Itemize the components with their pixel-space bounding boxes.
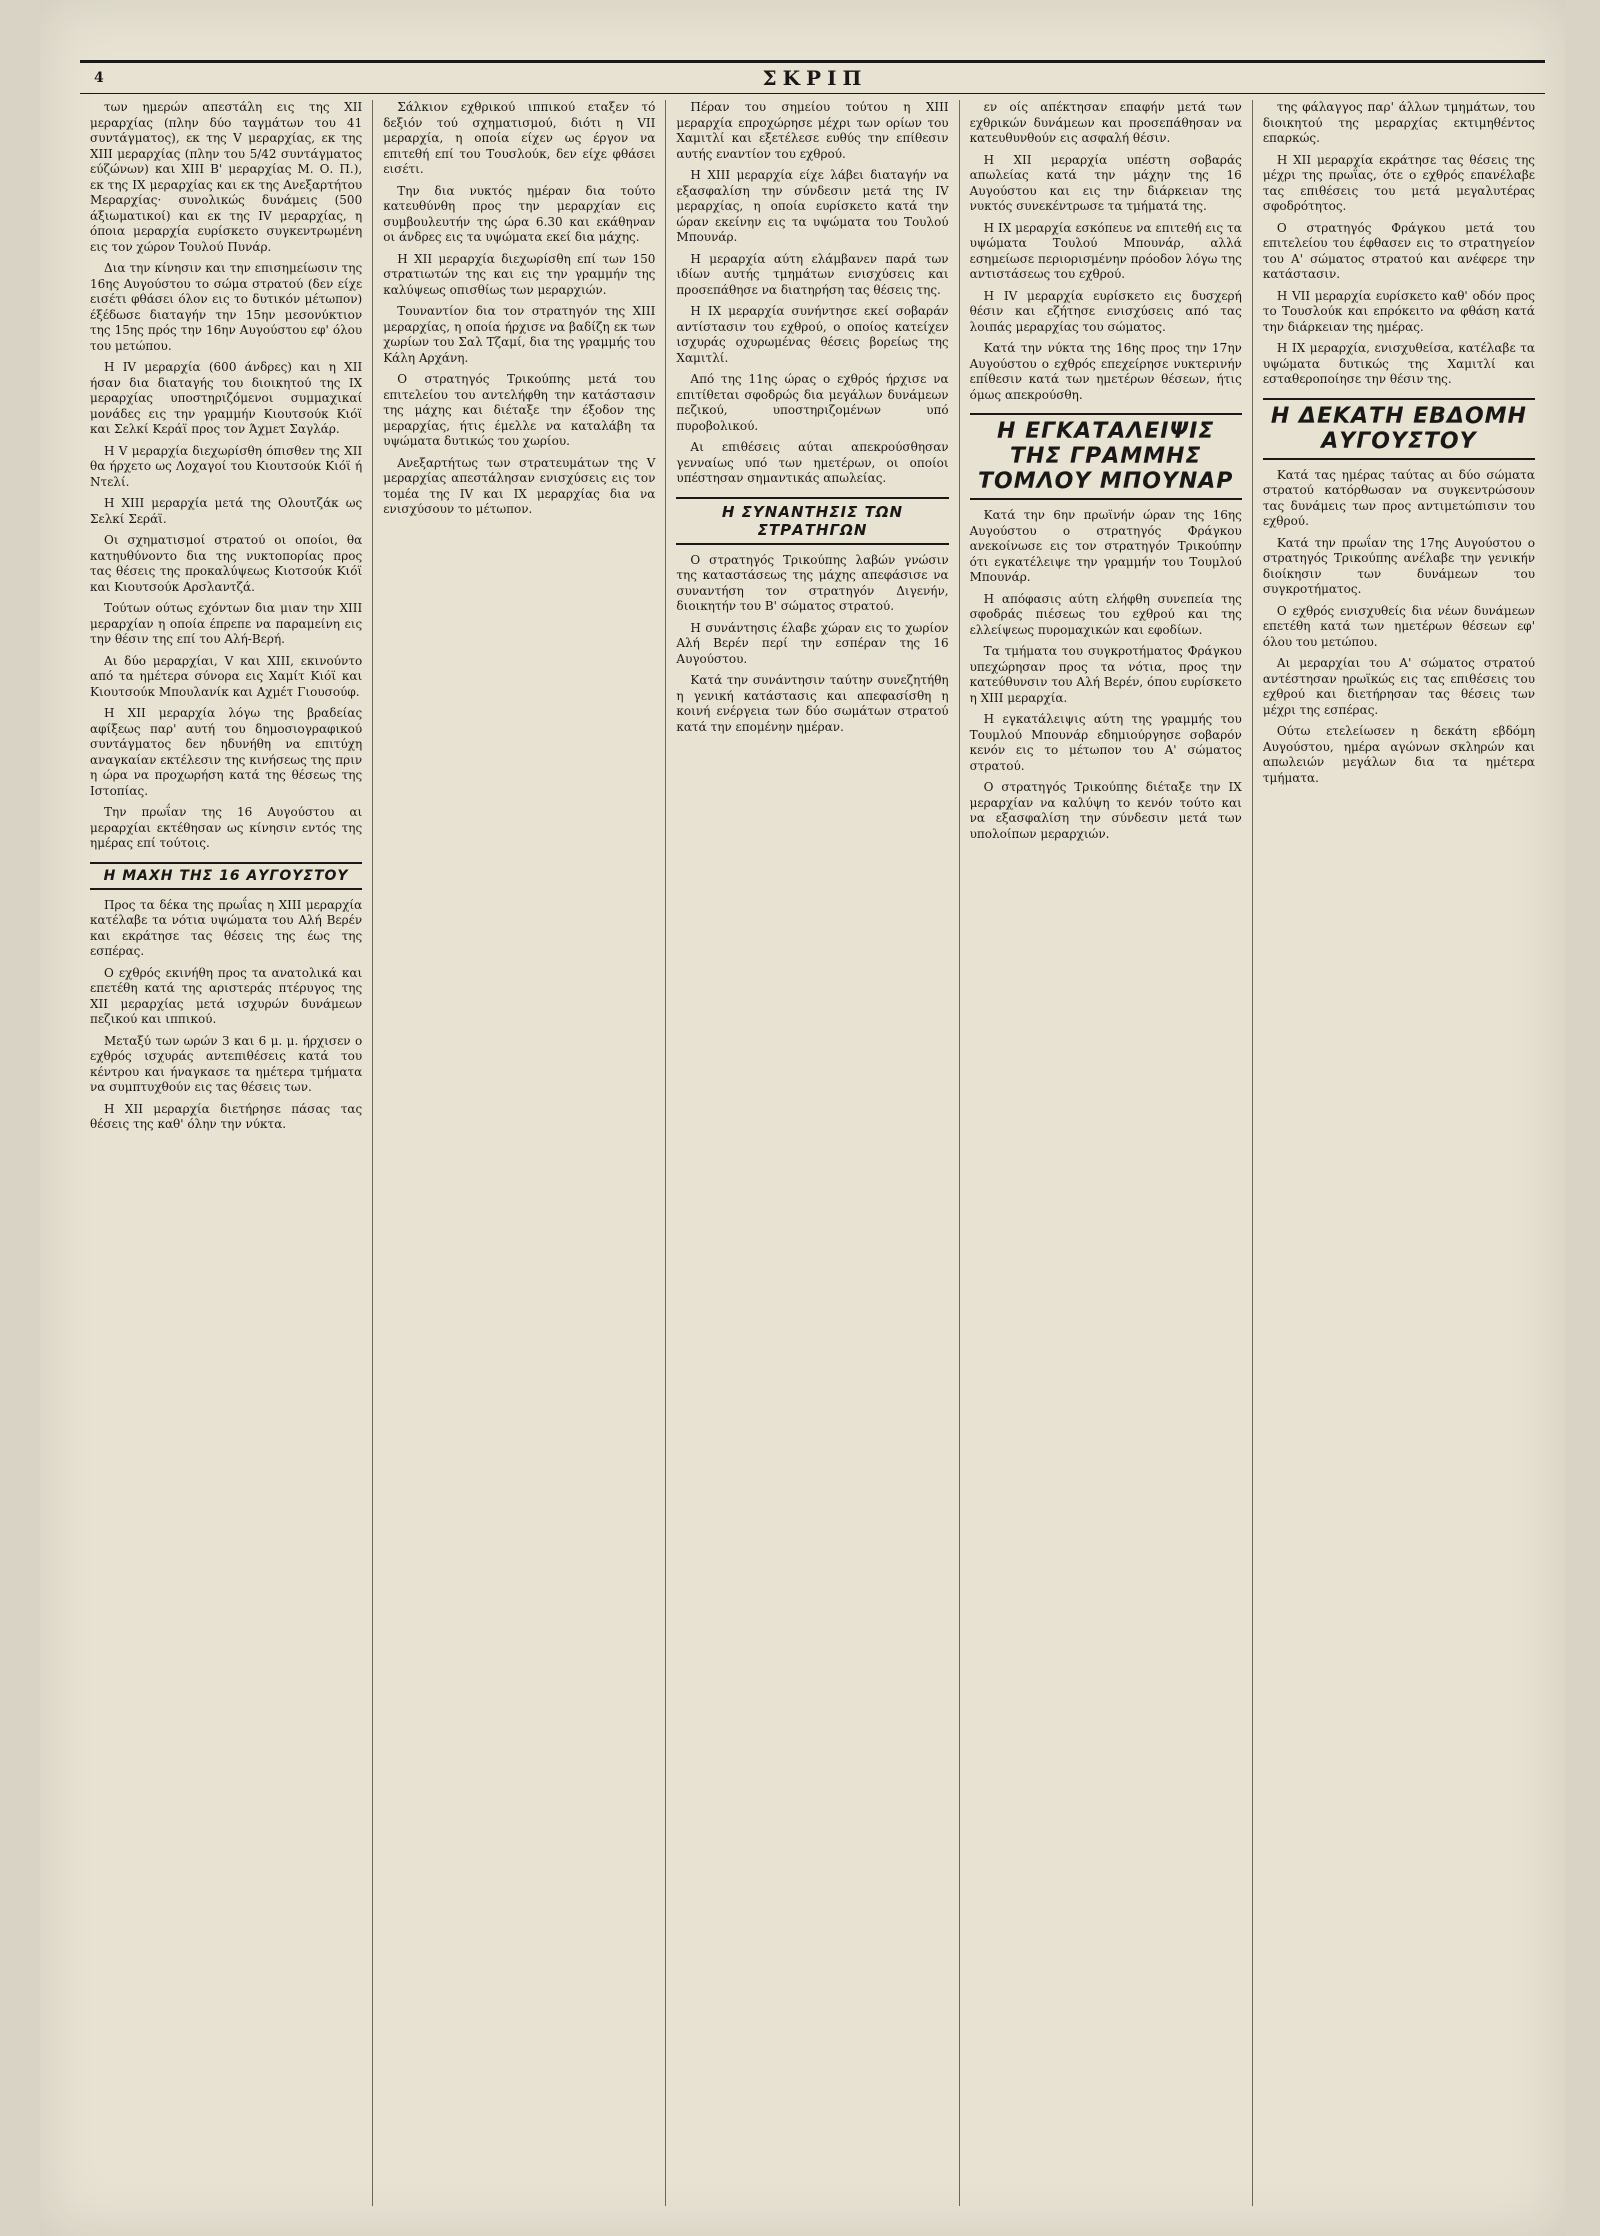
article-paragraph: Η XII μεραρχία εκράτησε τας θέσεις της μέχρι της πρωΐας, ότε ο εχθρός επανέλαβε τας επιθέσεις του μετά μεγαλυτέρας σφοδρότητος.	[1262, 152, 1536, 213]
article-paragraph: Η IV μεραρχία ευρίσκετο εις δυσχερή θέσιν και εζήτησε ενισχύσεις από τας λοιπάς μεραρχίας του σώματος.	[969, 288, 1242, 334]
headline-generals-meeting: Η ΣΥΝΑΝΤΗΣΙΣ ΤΩΝ ΣΤΡΑΤΗΓΩΝ	[676, 497, 948, 545]
headline-evacuation: Η ΕΓΚΑΤΑΛΕΙΨΙΣ ΤΗΣ ΓΡΑΜΜΗΣ ΤΟΜΛΟΥ ΜΠΟΥΝΑΡ	[970, 413, 1242, 500]
article-paragraph: Οι σχηματισμοί στρατού οι οποίοι, θα κατηυθύνοντο δια της νυκτοπορίας προς τας θέσεις της προκαλύψεως Κιοτσούκ Κιόϊ και Κιουτσούκ Αρσλαντζά.	[90, 533, 363, 594]
column-5	[1253, 100, 1545, 2206]
article-paragraph: Κατά την συνάντησιν ταύτην συνεζητήθη η γενική κατάστασις και απεφασίσθη η κοινή ενέργεια των δύο σωμάτων στρατού κατά την επομένην ημέραν.	[676, 673, 949, 734]
article-paragraph: εν οίς απέκτησαν επαφήν μετά των εχθρικών δυνάμεων και προσεπάθησαν να κατευθυνθούν εις ασφαλή θέσιν.	[969, 100, 1242, 145]
article-paragraph: Η εγκατάλειψις αύτη της γραμμής του Τουμλού Μπουνάρ εδημιούργησε σοβαρόν κενόν εις το μέτωπον του Α' σώματος στρατού.	[969, 712, 1242, 773]
article-paragraph: Η V μεραρχία διεχωρίσθη όπισθεν της XII θα ήρχετο ως Λοχαγοί του Κιουτσούκ Κιόϊ ή Ντελί.	[90, 443, 363, 489]
article-paragraph: Ο στρατηγός Φράγκου μετά του επιτελείου του έφθασεν εις το στρατηγείον του Α' σώματος στρατού και ανέφερε την κατάστασιν.	[1262, 220, 1536, 281]
article-paragraph: Ο στρατηγός Τρικούπης διέταξε την IX μεραρχίαν να καλύψη το κενόν τούτο και να εξασφαλίση την σύνδεσιν μετά των υπολοίπων μεραρχιών.	[969, 780, 1242, 841]
article-paragraph: Ανεξαρτήτως των στρατευμάτων της V μεραρχίας απεστάλησαν ενισχύσεις εις τον τομέα της IV και IX μεραρχίας δια να ενισχύσουν το μέτωπον.	[383, 455, 656, 516]
article-paragraph: Η απόφασις αύτη ελήφθη συνεπεία της σφοδράς πιέσεως του εχθρού και της ελλείψεως πυρομαχικών και εφοδίων.	[969, 591, 1242, 637]
article-paragraph: Η IX μεραρχία συνήντησε εκεί σοβαράν αντίστασιν του εχθρού, ο οποίος κατείχεν ισχυράς οχυρωμένας θέσεις βορείως της Χαμιτλί.	[676, 304, 949, 365]
article-paragraph: Η IX μεραρχία, ενισχυθείσα, κατέλαβε τα υψώματα δυτικώς της Χαμιτλί και εσταθεροποίησε την θέσιν της.	[1262, 341, 1536, 386]
article-paragraph: Η XII μεραρχία λόγω της βραδείας αφίξεως παρ' αυτή του δημοσιογραφικού συντάγματος δεν ηδυνήθη να επιτύχη αναγκαίαν εκτέλεσιν της κινήσεως της πριν η ώρα να προχωρήση κατά της θέσεως της Ιστοπίας.	[90, 706, 363, 798]
article-paragraph: Η XIII μεραρχία μετά της Ολουτζάκ ως Σελκί Σεράϊ.	[90, 496, 363, 526]
article-paragraph: Ο στρατηγός Τρικούπης λαβών γνώσιν της καταστάσεως της μάχης απεφάσισε να συναντήση τον στρατηγόν Διγενήν, διοικητήν του Β' σώματος στρατού.	[676, 552, 949, 613]
article-paragraph: Ο εχθρός εκινήθη προς τα ανατολικά και επετέθη κατά της αριστεράς πτέρυγος της XII μεραρχίας μετά ισχυρών δυνάμεων πεζικού και ιππικού.	[90, 965, 363, 1026]
article-paragraph: Αι δύο μεραρχίαι, V και XIII, εκινούντο από τα ημέτερα σύνορα εις Χαμίτ Κιόϊ και Κιουτσούκ Μπουλανίκ και Αχμέτ Γιουσούφ.	[90, 653, 363, 699]
article-paragraph: Αι επιθέσεις αύται απεκρούσθησαν γενναίως υπό των ημετέρων, οι οποίοι υπέστησαν σημαντικάς απωλείας.	[676, 440, 949, 485]
article-paragraph: Σάλκιον εχθρικού ιππικού εταξεν τό δεξιόν τού σχηματισμού, διότι η VII μεραρχία, η οποία είχεν ως έργον να επιτεθή επί του Τουσλούκ, δεν είχε φθάσει εισέτι.	[383, 100, 656, 176]
article-paragraph: Η IX μεραρχία εσκόπευε να επιτεθή εις τα υψώματα Τουλού Μπουνάρ, αλλά εσημείωσε περιορισμένην πρόοδον λόγω της αντιστάσεως του εχθρού.	[969, 220, 1242, 281]
article-paragraph: Κατά την νύκτα της 16ης προς την 17ην Αυγούστου ο εχθρός επεχείρησε νυκτερινήν επίθεσιν κατά των ημετέρων θέσεων, ήτις όμως απεκρούσθη.	[969, 341, 1242, 402]
column-2	[373, 100, 666, 2206]
article-paragraph: Πέραν του σημείου τούτου η XIII μεραρχία επροχώρησε μέχρι των ορίων του Χαμιτλί και εξετέλεσε ευθύς την επίθεσιν αυτής εναντίον του εχθρού.	[676, 100, 949, 161]
article-paragraph: Τουναντίον δια τον στρατηγόν της XIII μεραρχίας, η οποία ήρχισε να βαδίζη εκ των χωρίων του Σαλ Τζαμί, δια της γραμμής του Κάλη Αρχάνη.	[383, 304, 656, 365]
article-paragraph: Ο στρατηγός Τρικούπης μετά του επιτελείου του αντελήφθη την κατάστασιν της μάχης και διέταξε την έξοδον της μεραρχίας, ήτις έμελλε να καταλάβη τα υψώματα δυτικώς του χωρίου.	[383, 372, 656, 448]
article-paragraph: Κατά τας ημέρας ταύτας αι δύο σώματα στρατού κατόρθωσαν να συγκεντρώσουν τας δυνάμεις των προς αντιμετώπισιν του εχθρού.	[1262, 467, 1536, 528]
article-paragraph: Ούτω ετελείωσεν η δεκάτη εβδόμη Αυγούστου, ημέρα αγώνων σκληρών και απωλειών μεγάλων δια τα ημέτερα τμήματα.	[1262, 724, 1536, 785]
article-paragraph: Αι μεραρχίαι του Α' σώματος στρατού αντέστησαν ηρωϊκώς εις τας επιθέσεις του εχθρού και διετήρησαν τας θέσεις των μέχρι της εσπέρας.	[1262, 656, 1536, 717]
column-1	[80, 100, 373, 2206]
article-paragraph: Μεταξύ των ωρών 3 και 6 μ. μ. ήρχισεν ο εχθρός ισχυράς αντεπιθέσεις κατά του κέντρου και ήναγκασε τα ημέτερα τμήματα να συμπτυχθούν εις τας θέσεις των.	[90, 1033, 363, 1094]
column-3	[666, 100, 959, 2206]
headline-battle-16-aug: Η ΜΑΧΗ ΤΗΣ 16 ΑΥΓΟΥΣΤΟΥ	[90, 862, 362, 890]
article-paragraph: Η συνάντησις έλαβε χώραν εις το χωρίον Αλή Βερέν περί την εσπέραν της 16 Αυγούστου.	[676, 620, 949, 666]
article-paragraph: Προς τα δέκα της πρωΐας η XIII μεραρχία κατέλαβε τα νότια υψώματα του Αλή Βερέν και εκράτησε τας θέσεις της έως της εσπέρας.	[90, 897, 363, 958]
article-paragraph: Τα τμήματα του συγκροτήματος Φράγκου υπεχώρησαν προς τα νότια, προς την κατεύθυνσιν του Αλή Βερέν, όπου ευρίσκετο η XIII μεραρχία.	[969, 644, 1242, 705]
column-4	[960, 100, 1253, 2206]
article-paragraph: Από της 11ης ώρας ο εχθρός ήρχισε να επιτίθεται σφοδρώς δια μεγάλων δυνάμεων πεζικού, υποστηριζομένων υπό πυροβολικού.	[676, 372, 949, 433]
article-paragraph: Δια την κίνησιν και την επισημείωσιν της 16ης Αυγούστου το σώμα στρατού (δεν είχε εισέτι φθάσει όλον εις το δυτικόν μέτωπον) έξέδωσε διαταγήν την 15ην μεσονύκτιον της 15ης πρός την 16ην Αυγούστου εφ' όλου του μετώπου.	[90, 261, 363, 353]
headline-seventeenth-august: Η ΔΕΚΑΤΗ ΕΒΔΟΜΗ ΑΥΓΟΥΣΤΟΥ	[1263, 398, 1535, 460]
page-number: 4	[94, 70, 104, 86]
article-paragraph: Ο εχθρός ενισχυθείς δια νέων δυνάμεων επετέθη κατά των ημετέρων θέσεων εφ' όλου του μετώπου.	[1262, 603, 1536, 649]
article-paragraph: Η XII μεραρχία διεχωρίσθη επί των 150 στρατιωτών της και εις την γραμμήν της καλύψεως οπισθίως των μεραρχιών.	[383, 251, 656, 297]
article-paragraph: Τούτων ούτως εχόντων δια μιαν την XIII μεραρχίαν η οποία έπρεπε να παραμείνη εις την θέσιν της επί του Αλή-Βερή.	[90, 601, 363, 646]
newspaper-page	[40, 0, 1565, 2236]
article-paragraph: Η μεραρχία αύτη ελάμβανεν παρά των ιδίων αυτής τμημάτων ενισχύσεις και προσεπάθησε να διατηρήση τας θέσεις της.	[676, 251, 949, 297]
article-paragraph: Κατά την πρωΐαν της 17ης Αυγούστου ο στρατηγός Τρικούπης ανέλαβε την γενικήν διοίκησιν των δυνάμεων του συγκροτήματος.	[1262, 535, 1536, 596]
article-paragraph: Η VII μεραρχία ευρίσκετο καθ' οδόν προς το Τουσλούκ και επρόκειτο να φθάση κατά την διάρκειαν της ημέρας.	[1262, 288, 1536, 334]
article-paragraph: Την πρωΐαν της 16 Αυγούστου αι μεραρχίαι εκτέθησαν ως κίνησιν εντός της ημέρας επί τούτοις.	[90, 805, 363, 850]
article-paragraph: Η IV μεραρχία (600 άνδρες) και η XII ήσαν δια διαταγής του διοικητού της IX μεραρχίας υποστηριζόμενοι συμμαχικαί μονάδες εις την γραμμήν Κιουτσούκ Κιόϊ και Σελκί Κεράϊ προς τον Άχμετ Σαγλάρ.	[90, 360, 363, 436]
article-paragraph: Η XII μεραρχία διετήρησε πάσας τας θέσεις της καθ' όλην την νύκτα.	[90, 1101, 363, 1131]
article-paragraph: Κατά την 6ην πρωϊνήν ώραν της 16ης Αυγούστου ο στρατηγός Φράγκου ανεκοίνωσε εις τον στρατηγόν Τρικούπην ότι εγκατέλειψε την γραμμήν του Τουμλού Μπουνάρ.	[969, 508, 1242, 584]
masthead	[80, 60, 1545, 94]
columns	[80, 100, 1545, 2206]
masthead-spacer	[1526, 70, 1531, 86]
article-paragraph: των ημερών απεστάλη εις της XII μεραρχίας (πλην δύο ταγμάτων του 41 συντάγματος), εκ της V μεραρχίας, εκ της XIII μεραρχίας (πλην του 5/42 συντάγματος εύζώνων) και XIII Β' μεραρχίας Μ. Ο. Π.), εκ της IX μεραρχίας και εκ της Ανεξαρτήτου Μεραρχίας· συνολικώς δυνάμεις (500 άξιωματικοί) και εκ της IV μεραρχίας, η όποια μεραρχία ευρίσκετο συγκεντρωμένη εις τον χώρον Τουλού Πυνάρ.	[90, 100, 363, 254]
paper-name: ΣΚΡΙΠ	[762, 66, 868, 90]
article-paragraph: της φάλαγγος παρ' άλλων τμημάτων, του διοικητού της μεραρχίας εκτιμηθέντος επαρκώς.	[1262, 100, 1536, 145]
article-paragraph: Η XII μεραρχία υπέστη σοβαράς απωλείας κατά την μάχην της 16 Αυγούστου και εις την διάρκειαν της νυκτός συνεκέντρωσε τα τμήματά της.	[969, 152, 1242, 213]
article-paragraph: Την δια νυκτός ημέραν δια τούτο κατευθύνθη προς την μεραρχίαν εις συμβουλευτήν της ώρα 6.30 και εκάθηναν οι άνδρες εις τα υψώματα εκεί δια μάχης.	[383, 183, 656, 244]
article-paragraph: Η XIII μεραρχία είχε λάβει διαταγήν να εξασφαλίση την σύνδεσιν μετά της IV μεραρχίας, η οποία ευρίσκετο κατά την ώραν εκείνην εις τα υψώματα του Τουλού Μπουνάρ.	[676, 168, 949, 244]
